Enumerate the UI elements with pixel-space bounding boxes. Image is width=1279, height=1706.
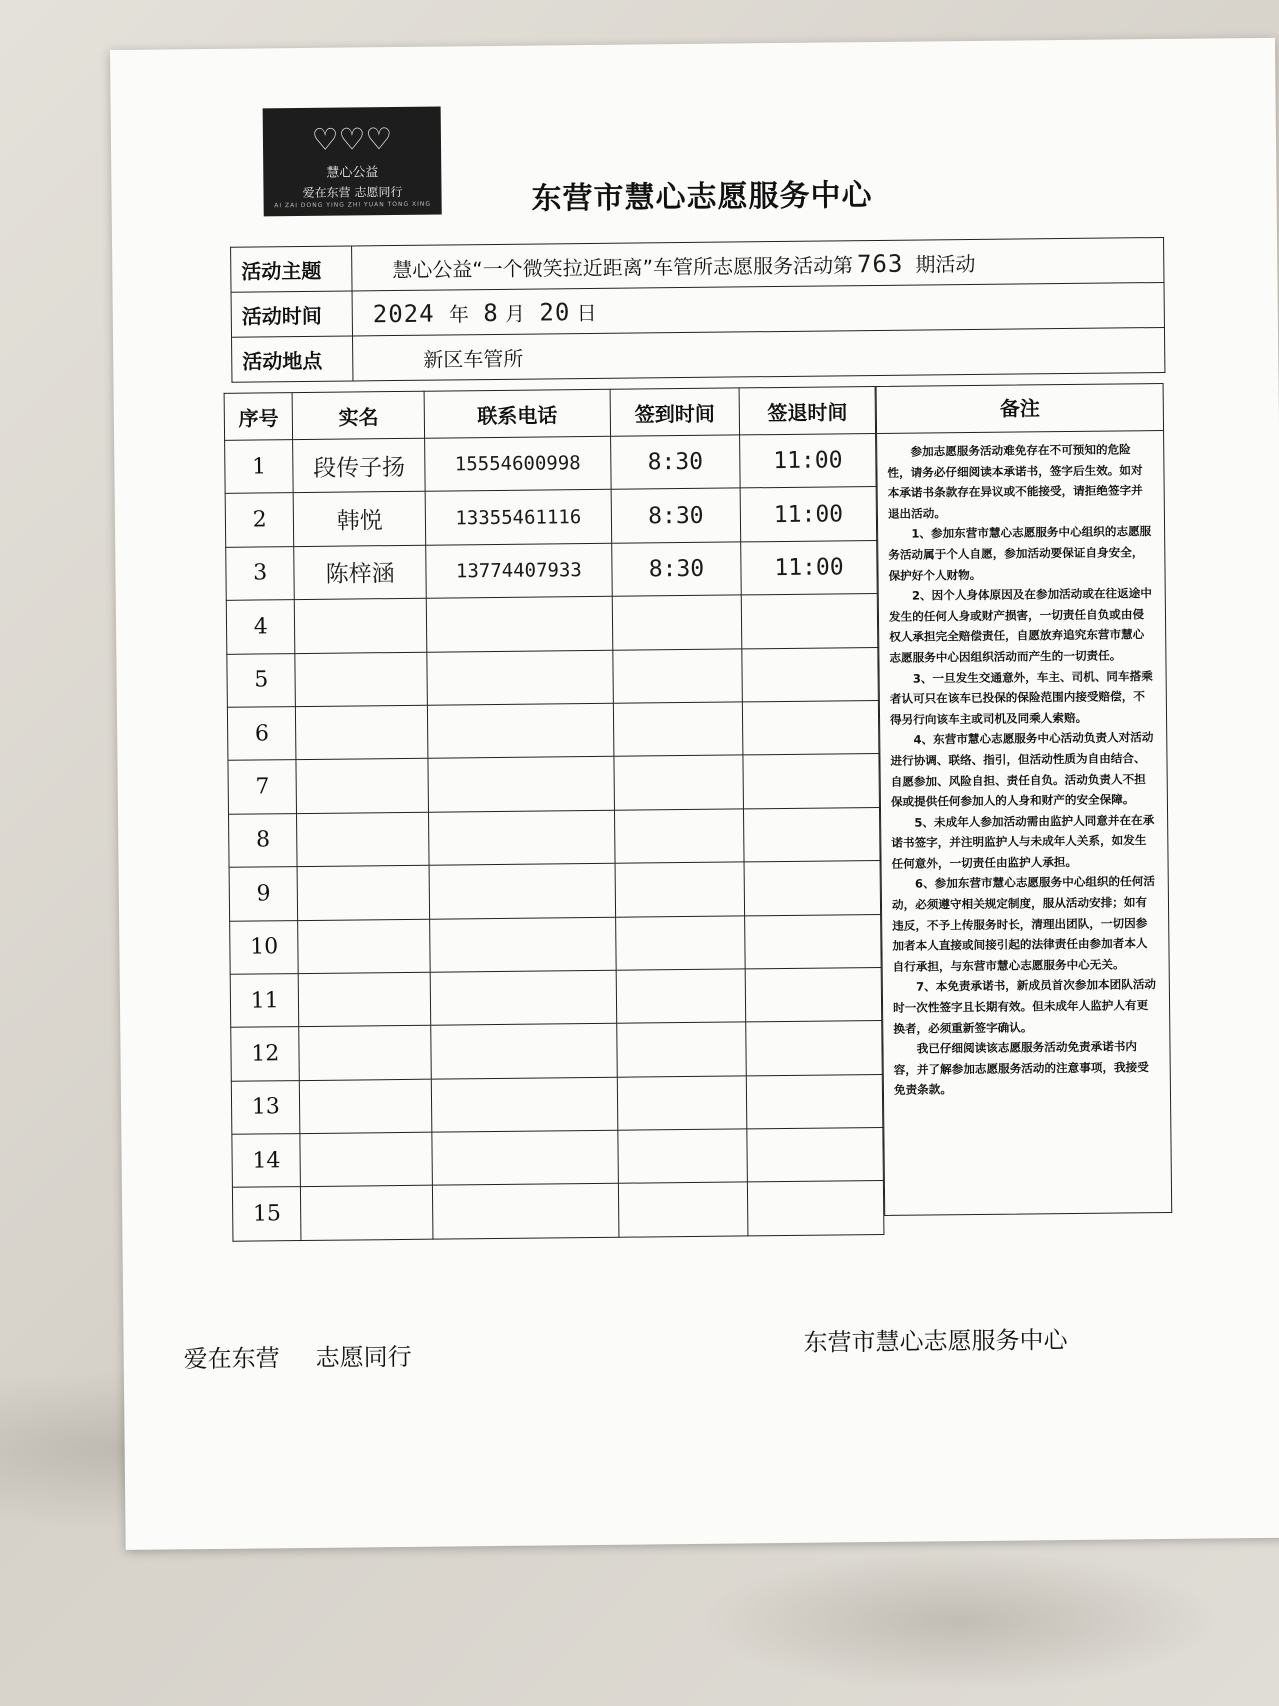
row-sign-out-time bbox=[743, 700, 879, 755]
row-sign-out-time bbox=[743, 754, 879, 809]
row-phone bbox=[431, 1024, 617, 1079]
sign-in-table bbox=[224, 386, 885, 1242]
row-name bbox=[300, 1079, 432, 1134]
notes-paragraph: 5、未成年人参加活动需由监护人同意并在在承诺书签字，并注明监护人与未成年人关系，如发生任何意外，一切责任由监护人承担。 bbox=[891, 812, 1155, 871]
row-number: 2 bbox=[225, 493, 294, 547]
row-name: 陈梓涵 bbox=[294, 545, 426, 600]
row-name bbox=[296, 705, 428, 760]
row-phone bbox=[429, 863, 615, 918]
time-month: 8 bbox=[483, 298, 499, 327]
sign-table-header bbox=[224, 387, 875, 441]
notes-paragraph: 3、一旦发生交通意外，车主、司机、同车搭乘者认可只在该车已投保的保险范围内接受赔偿，不得另行向该车主或司机及同乘人索赔。 bbox=[889, 668, 1153, 727]
row-number: 13 bbox=[231, 1080, 300, 1134]
notes-paragraph: 4、东营市慧心志愿服务中心活动负责人对活动进行协调、联络、指引，但活动性质为自由结合、自愿参加、风险自担、责任自负。活动负责人不担保或提供任何参加人的人身和财产的安全保障。 bbox=[890, 730, 1154, 809]
notes-paragraph: 参加志愿服务活动难免存在不可预知的危险性，请务必仔细阅读本承诺书，签字后生效。如对本承诺书条款存在异议或不能接受，请拒绝签字并退出活动。 bbox=[887, 442, 1143, 521]
row-number: 5 bbox=[227, 653, 296, 707]
notes-paragraph: 7、本免责承诺书，新成员首次参加本团队活动时一次性签字且长期有效。但未成年人监护人有更换者，必须重新签字确认。 bbox=[893, 977, 1157, 1036]
row-sign-in-time bbox=[615, 915, 745, 970]
footer-organization: 东营市慧心志愿服务中心 bbox=[803, 1326, 1068, 1357]
row-name bbox=[300, 1132, 432, 1187]
row-phone bbox=[426, 596, 612, 651]
table-row bbox=[227, 700, 879, 760]
row-phone bbox=[432, 1184, 618, 1239]
row-phone bbox=[427, 650, 613, 705]
activity-info-table bbox=[230, 237, 1165, 383]
row-number: 11 bbox=[230, 973, 299, 1027]
time-day: 20 bbox=[539, 297, 571, 327]
row-sign-out-time bbox=[746, 1074, 882, 1129]
theme-label: 活动主题 bbox=[231, 246, 352, 292]
document-sheet bbox=[110, 38, 1279, 1550]
row-sign-in-time bbox=[613, 648, 743, 703]
row-sign-in-time bbox=[617, 1022, 747, 1077]
notes-paragraph: 我已仔细阅读该志愿服务活动免责承诺书内容，并了解参加志愿服务活动的注意事项，我接受免责条款。 bbox=[893, 1039, 1149, 1098]
row-phone bbox=[428, 810, 614, 865]
row-sign-out-time bbox=[745, 967, 881, 1022]
time-year-unit: 年 bbox=[448, 301, 470, 326]
row-sign-in-time bbox=[615, 862, 745, 917]
table-row bbox=[228, 754, 880, 814]
notes-panel bbox=[876, 383, 1173, 1216]
footer-slogan-2: 志愿同行 bbox=[315, 1342, 412, 1372]
organization-logo bbox=[263, 107, 442, 217]
place-row bbox=[232, 327, 1165, 382]
row-name: 韩悦 bbox=[294, 492, 426, 547]
row-number: 12 bbox=[231, 1027, 300, 1081]
footer-slogan-1: 爱在东营 bbox=[183, 1344, 280, 1374]
row-sign-out-time bbox=[744, 861, 880, 916]
table-row bbox=[230, 967, 882, 1027]
header-no: 序号 bbox=[224, 393, 293, 441]
row-number: 6 bbox=[227, 707, 296, 761]
row-sign-out-time bbox=[741, 594, 877, 649]
row-number: 9 bbox=[229, 867, 298, 921]
row-number: 4 bbox=[226, 600, 295, 654]
place-value: 新区车管所 bbox=[353, 327, 1165, 381]
row-sign-out-time bbox=[746, 1021, 882, 1076]
notes-paragraph: 2、因个人身体原因及在参加活动或在往返途中发生的任何人身或财产损害，一切责任自负或由侵权人承担完全赔偿责任，自愿放弃追究东营市慧心志愿服务中心因组织活动而产生的一切责任。 bbox=[888, 586, 1152, 665]
row-sign-in-time bbox=[612, 595, 742, 650]
row-name bbox=[298, 919, 430, 974]
row-sign-out-time bbox=[747, 1128, 883, 1183]
row-sign-in-time bbox=[618, 1182, 748, 1237]
row-sign-out-time: 11:00 bbox=[740, 487, 876, 542]
notes-paragraph: 1、参加东营市慧心志愿服务中心组织的志愿服务活动属于个人自愿，参加活动要保证自身安全，保护好个人财物。 bbox=[888, 524, 1152, 583]
row-name bbox=[295, 598, 427, 653]
time-year: 2024 bbox=[372, 299, 435, 328]
heart-logo-icon: ♡♡♡ bbox=[311, 122, 393, 158]
notes-heading: 备注 bbox=[877, 384, 1163, 434]
theme-suffix: 期活动 bbox=[915, 251, 976, 277]
row-sign-out-time bbox=[744, 807, 880, 862]
row-name bbox=[295, 652, 427, 707]
row-sign-in-time: 8:30 bbox=[611, 488, 741, 543]
table-row bbox=[229, 807, 881, 867]
row-phone: 13355461116 bbox=[425, 490, 611, 545]
time-month-unit: 月 bbox=[504, 301, 526, 326]
header-phone: 联系电话 bbox=[424, 389, 610, 438]
table-row bbox=[230, 914, 882, 974]
table-row bbox=[226, 540, 878, 600]
logo-brand-text: 慧心公益 bbox=[326, 165, 379, 181]
sign-table-body bbox=[225, 434, 884, 1242]
table-row bbox=[227, 647, 879, 707]
header-name: 实名 bbox=[293, 391, 425, 439]
row-name bbox=[298, 865, 430, 920]
table-row bbox=[229, 861, 881, 921]
row-sign-in-time bbox=[618, 1129, 748, 1184]
row-sign-in-time bbox=[614, 809, 744, 864]
row-sign-in-time bbox=[613, 702, 743, 757]
theme-number: 763 bbox=[856, 249, 904, 278]
row-name bbox=[301, 1186, 433, 1241]
table-row bbox=[225, 434, 877, 494]
row-number: 15 bbox=[232, 1187, 301, 1241]
header-sign-in: 签到时间 bbox=[610, 388, 740, 436]
row-name bbox=[297, 812, 429, 867]
row-name bbox=[299, 972, 431, 1027]
row-sign-out-time bbox=[745, 914, 881, 969]
theme-value: 慧心公益“一个微笑拉近距离”车管所志愿服务活动第 bbox=[392, 252, 854, 282]
row-phone bbox=[428, 757, 614, 812]
table-row bbox=[231, 1021, 883, 1081]
row-sign-out-time bbox=[748, 1181, 884, 1236]
logo-pinyin: AI ZAI DONG YING ZHI YUAN TONG XING bbox=[274, 200, 432, 210]
row-number: 1 bbox=[225, 440, 294, 494]
row-phone bbox=[432, 1130, 618, 1185]
row-sign-in-time: 8:30 bbox=[610, 435, 740, 490]
row-phone bbox=[427, 703, 613, 758]
row-number: 3 bbox=[226, 546, 295, 600]
row-number: 8 bbox=[229, 813, 298, 867]
table-row bbox=[225, 487, 877, 547]
row-phone bbox=[430, 970, 616, 1025]
row-phone: 15554600998 bbox=[425, 436, 611, 491]
time-label: 活动时间 bbox=[231, 291, 352, 337]
header-sign-out: 签退时间 bbox=[739, 387, 875, 435]
time-day-unit: 日 bbox=[576, 300, 597, 325]
row-sign-in-time bbox=[614, 755, 744, 810]
row-number: 7 bbox=[228, 760, 297, 814]
row-phone bbox=[431, 1077, 617, 1132]
table-row bbox=[232, 1181, 884, 1241]
footer-slogan bbox=[184, 1337, 448, 1375]
row-phone bbox=[430, 917, 616, 972]
row-sign-in-time: 8:30 bbox=[612, 542, 742, 597]
table-row bbox=[231, 1074, 883, 1134]
logo-slogan: 爱在东营 志愿同行 bbox=[302, 184, 403, 200]
row-sign-out-time: 11:00 bbox=[741, 540, 877, 595]
place-label: 活动地点 bbox=[232, 336, 353, 382]
notes-paragraph: 6、参加东营市慧心志愿服务中心组织的任何活动，必须遵守相关规定制度，服从活动安排；如有违反，不予上传服务时长，清理出团队，一切因参加者本人直接或间接引起的法律责任由参加者本人自行承担，与东营市慧心志愿服务中心无关。 bbox=[891, 874, 1155, 974]
row-phone: 13774407933 bbox=[426, 543, 612, 598]
row-name bbox=[296, 759, 428, 814]
row-number: 10 bbox=[230, 920, 299, 974]
notes-body bbox=[877, 431, 1170, 1101]
row-sign-out-time: 11:00 bbox=[740, 434, 876, 489]
row-sign-out-time bbox=[742, 647, 878, 702]
row-name bbox=[299, 1025, 431, 1080]
row-sign-in-time bbox=[616, 969, 746, 1024]
page-title: 东营市慧心志愿服务中心 bbox=[531, 178, 873, 217]
row-name: 段传子扬 bbox=[293, 438, 425, 493]
table-row bbox=[232, 1128, 884, 1188]
table-row bbox=[226, 594, 878, 654]
row-sign-in-time bbox=[617, 1076, 747, 1131]
row-number: 14 bbox=[232, 1134, 301, 1188]
